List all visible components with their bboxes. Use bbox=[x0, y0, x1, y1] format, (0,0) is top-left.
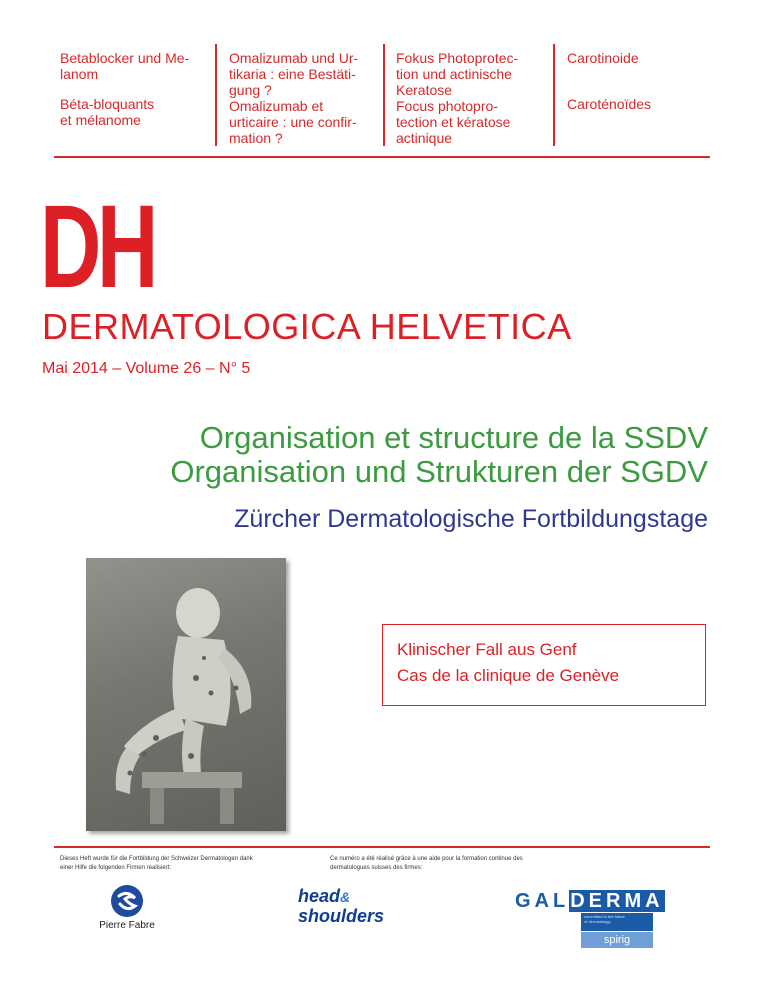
sponsor-head-shoulders bbox=[298, 887, 384, 926]
subheadline: Zürcher Dermatologische Fortbildungstage bbox=[234, 505, 708, 533]
toc-divider bbox=[215, 44, 217, 146]
toc-fr: Caroténoïdes bbox=[567, 96, 652, 112]
case-title-fr: Cas de la clinique de Genève bbox=[397, 666, 620, 685]
cover-photo bbox=[86, 558, 286, 831]
toc-fr: Focus photopro- tection et kératose actinique bbox=[396, 98, 511, 146]
logo: DH bbox=[40, 181, 155, 313]
toc-de: Fokus Photoprotec- tion und actinische Keratose bbox=[396, 50, 519, 98]
pierre-fabre-logo-icon bbox=[110, 884, 144, 918]
sponsor-pierre-fabre bbox=[82, 884, 172, 931]
toc-item-photoprotection bbox=[396, 50, 546, 146]
footer-rule bbox=[54, 846, 710, 848]
head-shoulders-word1: head bbox=[298, 886, 341, 906]
spirig-label: spirig bbox=[581, 932, 653, 948]
toc-fr: Béta-bloquants et mélanome bbox=[60, 96, 155, 128]
headline-de: Organisation und Strukturen der SGDV bbox=[170, 454, 708, 489]
headline-fr: Organisation et structure de la SSDV bbox=[199, 420, 708, 455]
sponsor-note-fr: Ce numéro a été réalisé grâce à une aide pour la formation continue des dermatologues suisses des firmes: bbox=[330, 856, 523, 871]
head-shoulders-amp: & bbox=[340, 889, 351, 905]
galderma-wordmark-2: DERMA bbox=[570, 890, 664, 912]
toc-de: Betablocker und Me- lanom bbox=[60, 50, 190, 82]
galderma-tagline: committed to the future of dermatology bbox=[581, 913, 653, 931]
toc-divider bbox=[553, 44, 555, 146]
toc-item-carotinoide bbox=[567, 50, 707, 112]
galderma-wordmark-1: GAL bbox=[515, 890, 570, 912]
case-title-de: Klinischer Fall aus Genf bbox=[397, 640, 577, 659]
head-shoulders-word2: shoulders bbox=[298, 906, 385, 926]
pierre-fabre-label: Pierre Fabre bbox=[99, 920, 155, 931]
seated-figure-illustration bbox=[86, 558, 286, 831]
sponsor-galderma bbox=[515, 890, 675, 948]
header-rule bbox=[54, 156, 710, 158]
toc-de: Omalizumab und Ur- tikaria : eine Bestäti- gung ? bbox=[229, 50, 359, 98]
toc-de: Carotinoide bbox=[567, 50, 639, 66]
toc-item-betablocker bbox=[60, 50, 210, 128]
clinical-case-box bbox=[382, 624, 706, 706]
toc-divider bbox=[383, 44, 385, 146]
toc-item-omalizumab bbox=[229, 50, 379, 146]
toc-fr: Omalizumab et urticaire : une confir- mation ? bbox=[229, 98, 357, 146]
journal-name: DERMATOLOGICA HELVETICA bbox=[42, 306, 572, 347]
sponsor-note-de: Dieses Heft wurde für die Fortbildung der Schweizer Dermatologen dank einer Hilfe die folgenden Firmen realisiert: bbox=[60, 856, 253, 871]
issue-line: Mai 2014 – Volume 26 – N° 5 bbox=[42, 360, 251, 377]
